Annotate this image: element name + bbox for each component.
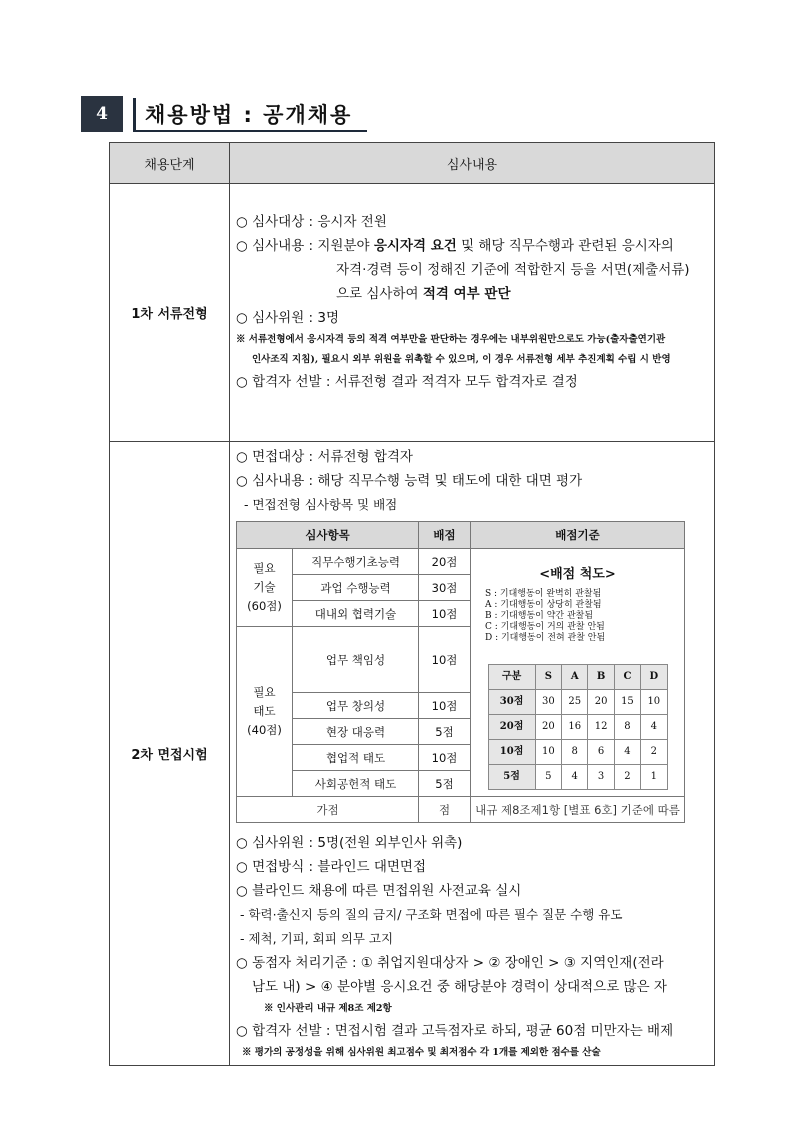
stage1-note1: ※ 서류전형에서 응시자격 등의 적격 여부만을 판단하는 경우에는 내부위원만으로도 가능(출자출연기관: [236, 334, 666, 345]
item-name: 업무 책임성: [293, 627, 419, 693]
stage1-line6: ○ 합격자 선발 : 서류전형 결과 적격자 모두 합격자로 결정: [236, 374, 578, 390]
score-header-points: 배점: [419, 522, 471, 549]
stage2-name: 2차 면접시험: [110, 442, 230, 1066]
grade-row: 10점 10 8 6 4 2: [488, 740, 667, 765]
item-points: 10점: [419, 693, 471, 719]
item-name: 업무 창의성: [293, 693, 419, 719]
score-header-item: 심사항목: [237, 522, 419, 549]
item-name: 현장 대응력: [293, 719, 419, 745]
header-content: 심사내용: [230, 143, 715, 184]
item-name: 직무수행기초능력: [293, 549, 419, 575]
stage2-line10: 남도 내) > ④ 분야별 응시요건 중 해당분야 경력이 상대적으로 많은 자: [252, 979, 667, 995]
stage2-content: [230, 442, 715, 1066]
item-name: 협업적 태도: [293, 745, 419, 771]
grade-row: 30점 30 25 20 15 10: [488, 690, 667, 715]
stage1-content: [230, 184, 715, 442]
stage1-name: 1차 서류전형: [110, 184, 230, 442]
bonus-points: 점: [419, 797, 471, 823]
scale-title: <배점 척도>: [539, 567, 616, 582]
item-name: 대내외 협력기술: [293, 601, 419, 627]
item-name: 과업 수행능력: [293, 575, 419, 601]
stage1-note2: 인사조직 지침), 필요시 외부 위원을 위촉할 수 있으며, 이 경우 서류전형 세부 추진계획 수립 시 반영: [252, 354, 671, 365]
item-points: 10점: [419, 627, 471, 693]
stage1-line3: 자격·경력 등이 정해진 기준에 적합한지 등을 서면(제출서류): [336, 262, 690, 278]
section-number: 4: [81, 96, 123, 132]
group-skills: 필요 기술 (60점): [237, 549, 293, 627]
grade-row: 5점 5 4 3 2 1: [488, 765, 667, 790]
header-stage: 채용단계: [110, 143, 230, 184]
bonus-label: 가점: [237, 797, 419, 823]
stage2-line8: - 제척, 기피, 회피 의무 고지: [240, 931, 394, 946]
grade-row: 20점 20 16 12 8 4: [488, 715, 667, 740]
item-points: 5점: [419, 719, 471, 745]
bonus-basis: 내규 제8조제1항 [별표 6호] 기준에 따름: [471, 797, 685, 823]
stage2-line5: ○ 면접방식 : 블라인드 대면면접: [236, 859, 426, 875]
stage1-line2: ○ 심사내용 : 지원분야 응시자격 요건 및 해당 직무수행과 관련된 응시자의: [236, 238, 674, 254]
scale-legend: S : 기대행동이 완벽히 관찰됨 A : 기대행동이 상당히 관찰됨 B : 기대행동이 약간 관찰됨 C : 기대행동이 거의 관찰 안됨 D : 기대행동이 전혀 관찰 안됨: [485, 589, 606, 643]
stage2-line9: ○ 동점자 처리기준 : ① 취업지원대상자 > ② 장애인 > ③ 지역인재(전라: [236, 955, 664, 971]
stage2-line6: ○ 블라인드 채용에 따른 면접위원 사전교육 실시: [236, 883, 522, 899]
stage2-note3: ※ 인사관리 내규 제8조 제2항: [264, 1003, 392, 1014]
qualification-emphasis: 응시자격 요건: [373, 238, 457, 254]
group-attitude: 필요 태도 (40점): [237, 627, 293, 797]
item-points: 10점: [419, 745, 471, 771]
item-name: 사회공헌적 태도: [293, 771, 419, 797]
stage1-line4: 으로 심사하여 적격 여부 판단: [336, 286, 511, 302]
item-points: 10점: [419, 601, 471, 627]
scoring-basis: [471, 549, 685, 797]
stage2-note4: ※ 평가의 공정성을 위해 심사위원 최고점수 및 최저점수 각 1개를 제외한 점수를 산술: [242, 1047, 601, 1058]
stage2-line2: ○ 심사내용 : 해당 직무수행 능력 및 태도에 대한 대면 평가: [236, 473, 583, 489]
recruitment-table: [109, 142, 715, 1066]
section-divider: [133, 98, 136, 132]
grade-table: 구분 S A B C D 30점 30 25 20 15 10 20점 20 16 12 8 4 10점 10 8 6 4 2 5점 5 4 3 2 1: [488, 664, 668, 790]
stage2-line4: ○ 심사위원 : 5명(전원 외부인사 위촉): [236, 835, 463, 851]
interview-score-table: [236, 521, 685, 823]
section-underline: [133, 130, 367, 132]
section-title: 채용방법 : 공개채용: [145, 103, 353, 127]
stage2-line11: ○ 합격자 선발 : 면접시험 결과 고득점자로 하되, 평균 60점 미만자는 배제: [236, 1023, 674, 1039]
stage1-line1: ○ 심사대상 : 응시자 전원: [236, 214, 387, 230]
item-points: 30점: [419, 575, 471, 601]
stage1-line5: ○ 심사위원 : 3명: [236, 310, 339, 326]
item-points: 20점: [419, 549, 471, 575]
stage2-line1: ○ 면접대상 : 서류전형 합격자: [236, 449, 413, 465]
stage2-line3: - 면접전형 심사항목 및 배점: [244, 497, 398, 512]
score-header-basis: 배점기준: [471, 522, 685, 549]
stage2-line7: - 학력·출신지 등의 질의 금지/ 구조화 면접에 따른 필수 질문 수행 유도: [240, 907, 623, 922]
eligibility-emphasis: 적격 여부 판단: [422, 286, 511, 302]
item-points: 5점: [419, 771, 471, 797]
